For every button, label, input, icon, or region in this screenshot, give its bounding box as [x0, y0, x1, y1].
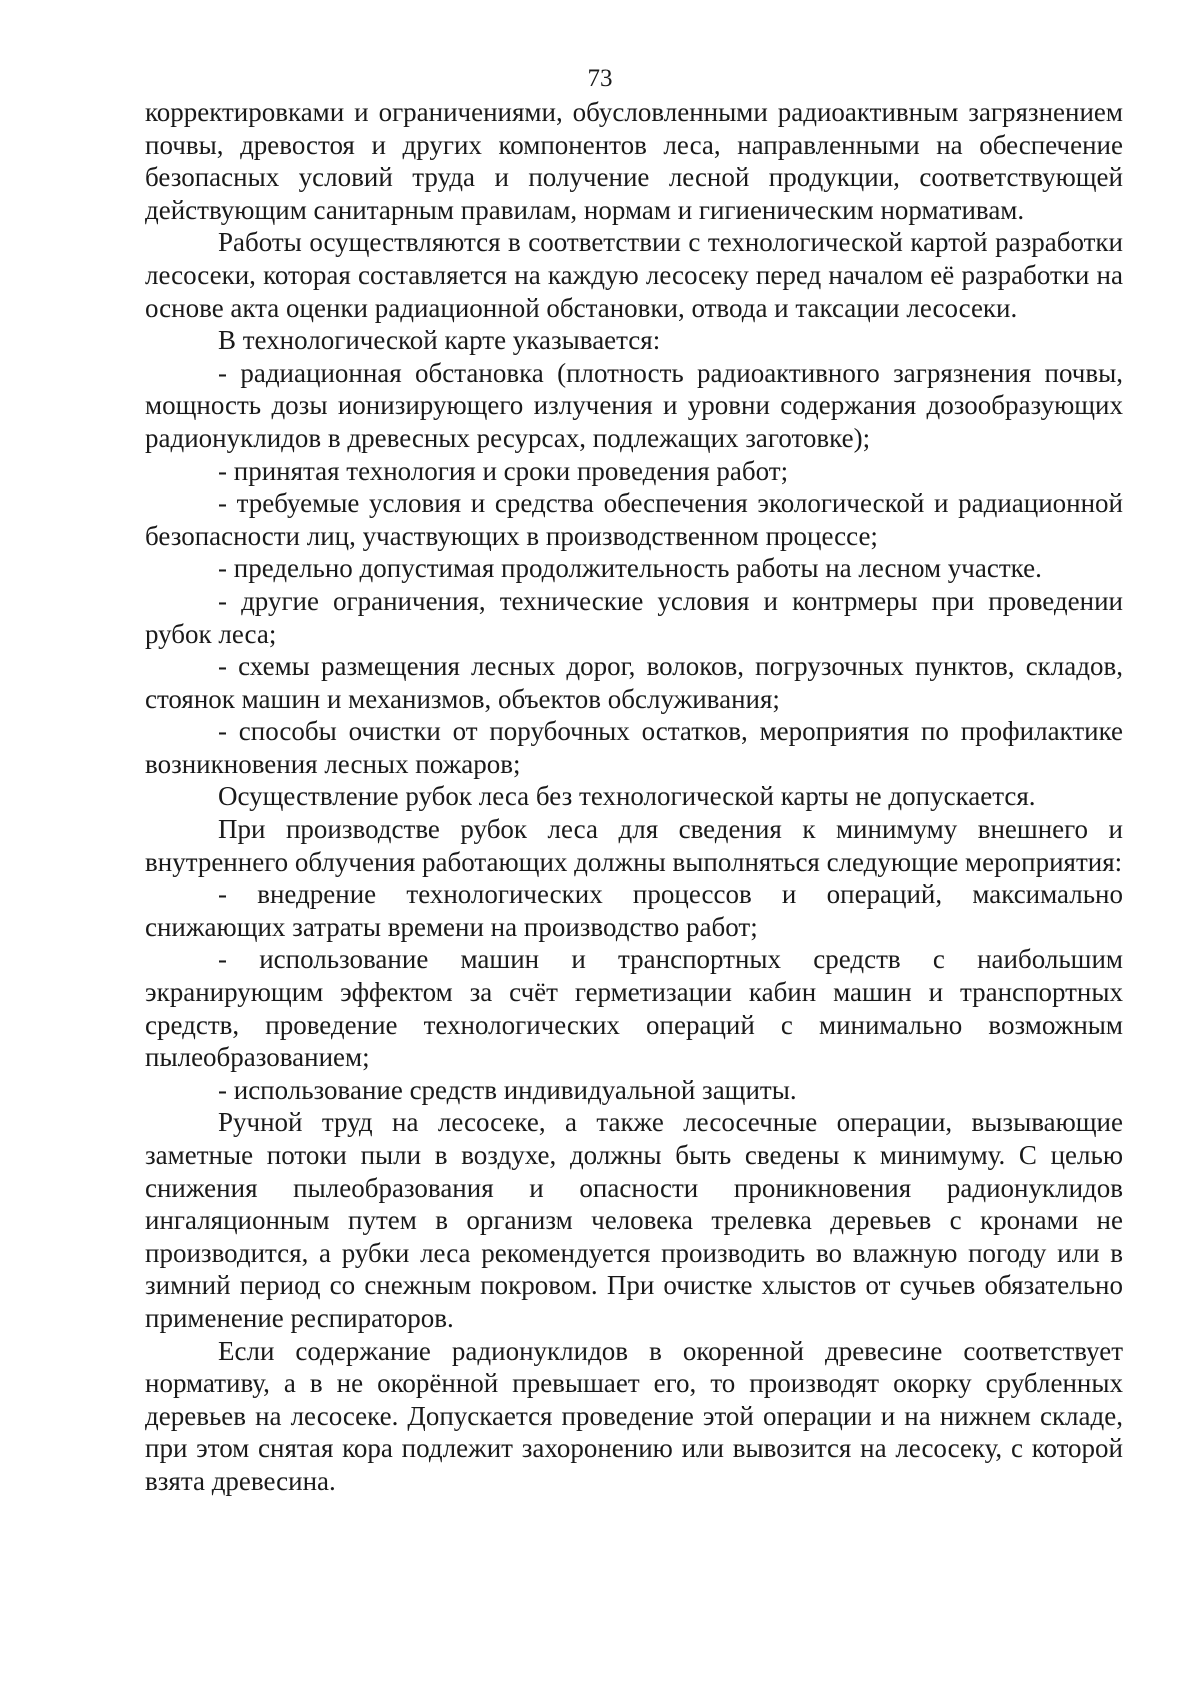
document-body — [145, 96, 1123, 1498]
list-item: - использование средств индивидуальной защиты. — [218, 1074, 797, 1105]
paragraph: При производстве рубок леса для сведения к минимуму внешнего и внутреннего облучения работающих должны выполняться следующие мероприятия: — [145, 814, 1123, 877]
list-item: - другие ограничения, технические условия и контрмеры при проведении рубок леса; — [145, 585, 1123, 649]
list-item: - схемы размещения лесных дорог, волоков, погрузочных пунктов, складов, стоянок машин и механизмов, объектов обслуживания; — [145, 651, 1123, 714]
paragraph: Если содержание радионуклидов в окоренной древесине соответствует нормативу, а в не окорённой превышает его, то производят окорку срубленных деревьев на лесосеке. Допускается проведение этой операции и на нижнем складе, при этом снятая кора подлежит захоронению или вывозится на лесосеку, с которой взята древесина. — [145, 1335, 1123, 1496]
list-item: - принятая технология и сроки проведения работ; — [218, 455, 789, 486]
list-item: - предельно допустимая продолжительность работы на лесном участке. — [218, 553, 1042, 584]
paragraph: В технологической карте указывается: — [218, 325, 661, 356]
list-item: - использование машин и транспортных средств с наибольшим экранирующим эффектом за счёт герметизации кабин машин и транспортных средств, проведение технологических операций с минимально возможным пылеобразованием; — [145, 944, 1123, 1073]
list-item: - внедрение технологических процессов и операций, максимально снижающих затраты времени на производство работ; — [145, 879, 1123, 942]
paragraph: Ручной труд на лесосеке, а также лесосечные операции, вызывающие заметные потоки пыли в воздухе, должны быть сведены к минимуму. С целью снижения пылеобразования и опасности проникновения радионуклидов ингаляционным путем в организм человека трелевка деревьев с кронами не производится, а рубки леса рекомендуется производить во влажную погоду или в зимний период со снежным покровом. При очистке хлыстов от сучьев обязательно применение респираторов. — [145, 1107, 1123, 1333]
paragraph: Осуществление рубок леса без технологической карты не допускается. — [218, 781, 1036, 812]
paragraph: корректировками и ограничениями, обусловленными радиоактивным загрязнением почвы, древостоя и других компонентов леса, направленными на обеспечение безопасных условий труда и получение лесной продукции, соответствующей действующим санитарным правилам, нормам и гигиеническим нормативам. — [145, 97, 1123, 225]
page-number: 73 — [587, 65, 613, 92]
list-item: - требуемые условия и средства обеспечения экологической и радиационной безопасности лиц, участвующих в производственном процессе; — [145, 488, 1123, 551]
paragraph: Работы осуществляются в соответствии с технологической картой разработки лесосеки, которая составляется на каждую лесосеку перед началом её разработки на основе акта оценки радиационной обстановки, отвода и таксации лесосеки. — [145, 227, 1123, 323]
list-item: - способы очистки от порубочных остатков, мероприятия по профилактике возникновения лесных пожаров; — [145, 716, 1123, 779]
list-item: - радиационная обстановка (плотность радиоактивного загрязнения почвы, мощность дозы ионизирующего излучения и уровни содержания дозообразующих радионуклидов в древесных ресурсах, подлежащих заготовке); — [145, 357, 1123, 453]
